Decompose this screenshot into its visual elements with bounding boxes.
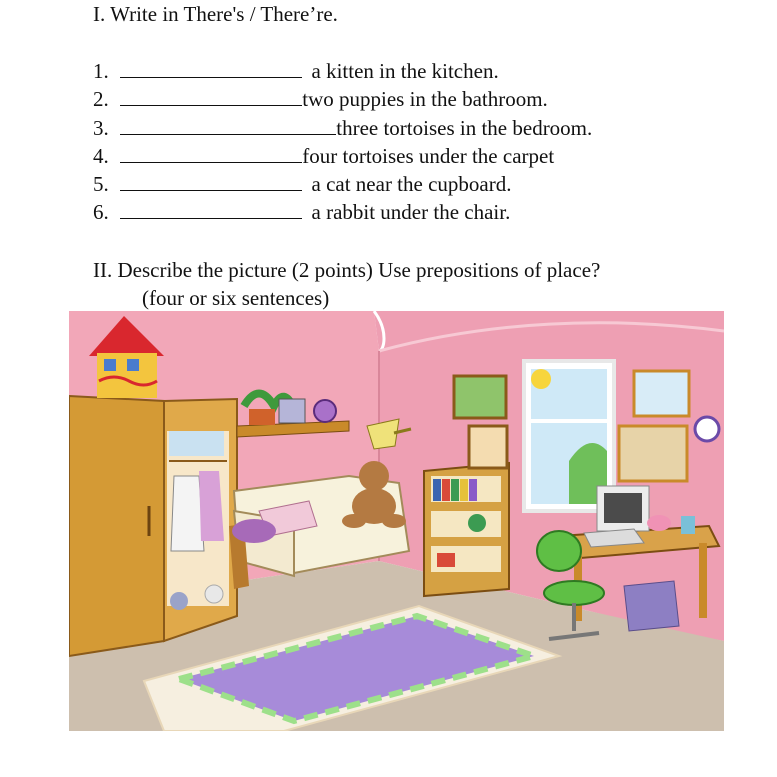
item-text: three tortoises in the bedroom.: [336, 116, 593, 140]
item-number: 4.: [93, 144, 109, 168]
item-text: a kitten in the kitchen.: [306, 59, 499, 83]
panda-picture: [454, 376, 506, 418]
answer-blank-5[interactable]: [120, 173, 302, 191]
item-text: a rabbit under the chair.: [306, 200, 511, 224]
bookcase: [424, 463, 509, 596]
item-number: 6.: [93, 200, 109, 224]
exercise-item-4: [93, 144, 554, 168]
item-text: a cat near the cupboard.: [306, 172, 512, 196]
section-2-title: II. Describe the picture (2 points) Use prepositions of place?: [93, 258, 601, 282]
item-number: 1.: [93, 59, 109, 83]
section-1-title: I. Write in There's / There’re.: [93, 2, 338, 26]
section-2-subtitle: (four or six sentences): [142, 286, 330, 310]
item-number: 3.: [93, 116, 109, 140]
exercise-item-1: [93, 59, 499, 83]
answer-blank-2[interactable]: [120, 88, 302, 106]
kitten-picture: [469, 426, 507, 468]
item-text: four tortoises under the carpet: [302, 144, 555, 168]
bedroom-illustration: [69, 311, 724, 731]
answer-blank-1[interactable]: [120, 60, 302, 78]
item-number: 5.: [93, 172, 109, 196]
exercise-item-2: [93, 87, 548, 111]
elephant-picture: [634, 371, 689, 416]
answer-blank-3[interactable]: [120, 117, 336, 135]
exercise-item-5: [93, 172, 511, 196]
exercise-item-6: [93, 200, 510, 224]
exercise-item-3: [93, 116, 592, 140]
notice-board: [619, 426, 687, 481]
answer-blank-4[interactable]: [120, 145, 302, 163]
item-text: two puppies in the bathroom.: [302, 87, 548, 111]
wardrobe: [69, 396, 237, 656]
wall-clock: [695, 417, 719, 441]
answer-blank-6[interactable]: [120, 201, 302, 219]
item-number: 2.: [93, 87, 109, 111]
